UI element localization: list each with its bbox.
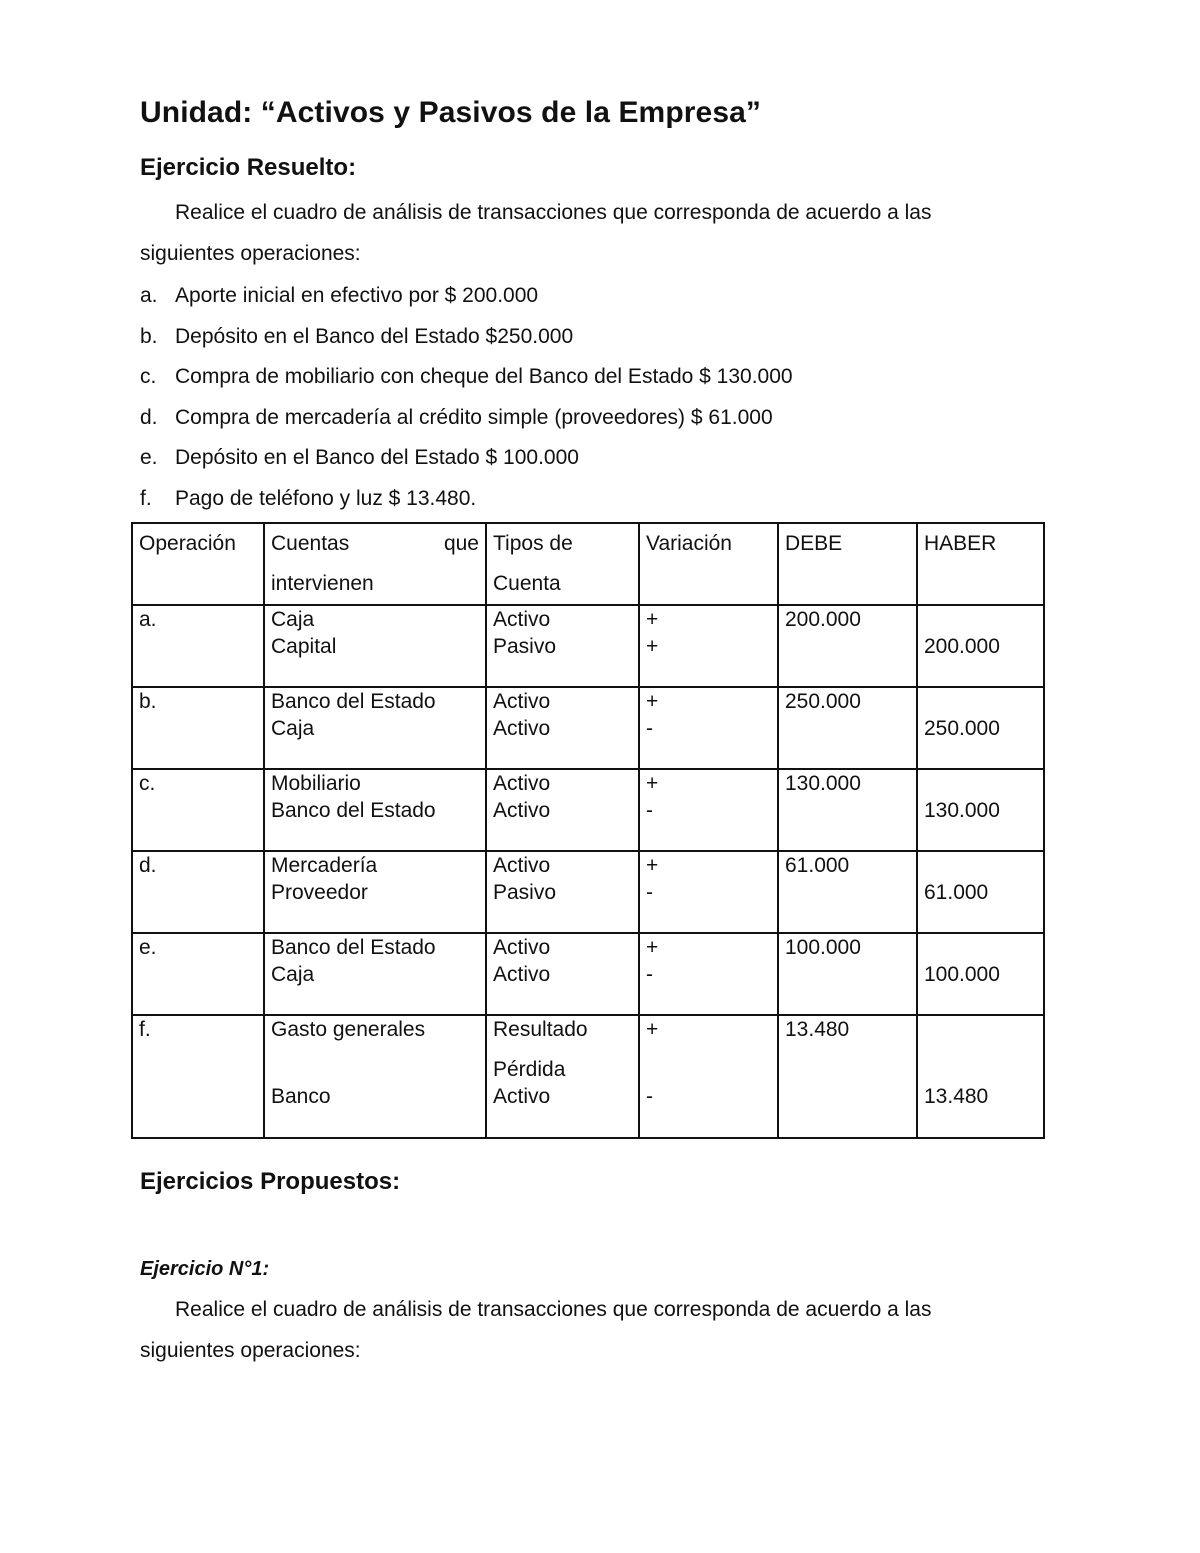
account-debit: Mobiliario xyxy=(271,772,361,795)
operations-list xyxy=(140,276,793,519)
type-debit-sub: Pérdida xyxy=(493,1058,566,1081)
cell-variation xyxy=(639,769,778,851)
cell-haber xyxy=(917,851,1044,933)
account-credit: Caja xyxy=(271,963,315,986)
cell-accounts xyxy=(264,933,486,1015)
list-item xyxy=(140,276,793,317)
list-item xyxy=(140,398,793,439)
variation-credit: - xyxy=(646,717,653,740)
list-item-text: Pago de teléfono y luz $ 13.480. xyxy=(175,486,477,510)
type-debit: Activo xyxy=(493,608,551,631)
header-cuentas-word3: intervienen xyxy=(271,572,374,595)
variation-credit: + xyxy=(646,635,659,658)
list-item-text: Depósito en el Banco del Estado $ 100.000 xyxy=(175,446,579,469)
type-credit: Activo xyxy=(493,717,551,740)
proposed-exercises-heading: Ejercicios Propuestos: xyxy=(140,1168,401,1195)
type-debit: Activo xyxy=(493,854,551,877)
type-credit: Activo xyxy=(493,963,551,986)
cell-accounts xyxy=(264,851,486,933)
header-operacion: Operación xyxy=(132,523,264,605)
haber-value: 61.000 xyxy=(924,881,989,904)
list-marker: c. xyxy=(140,365,157,388)
variation-credit: - xyxy=(646,881,653,904)
debe-value: 100.000 xyxy=(785,936,861,959)
account-debit: Banco del Estado xyxy=(271,936,436,959)
cell-accounts xyxy=(264,769,486,851)
cell-operation: d. xyxy=(132,851,264,933)
list-item-text: Aporte inicial en efectivo por $ 200.000 xyxy=(175,284,539,307)
account-debit: Gasto generales xyxy=(271,1018,426,1041)
variation-credit: - xyxy=(646,1085,653,1108)
exercise-1-title: Ejercicio N°1: xyxy=(140,1258,270,1280)
list-item xyxy=(140,479,793,520)
header-haber: HABER xyxy=(917,523,1044,605)
proposed-instruction-line1: Realice el cuadro de análisis de transacciones que corresponda de acuerdo a las xyxy=(175,1298,932,1321)
list-item xyxy=(140,357,793,398)
cell-variation xyxy=(639,1015,778,1138)
cell-types xyxy=(486,687,639,769)
variation-credit: - xyxy=(646,963,653,986)
haber-value: 250.000 xyxy=(924,717,1000,740)
solved-exercise-heading: Ejercicio Resuelto: xyxy=(140,154,357,181)
header-tipos-line1: Tipos de xyxy=(493,532,573,555)
haber-value: 130.000 xyxy=(924,799,1000,822)
cell-types xyxy=(486,605,639,687)
solved-instruction-line1: Realice el cuadro de análisis de transacciones que corresponda de acuerdo a las xyxy=(175,201,932,224)
list-item-text: Compra de mobiliario con cheque del Banco del Estado $ 130.000 xyxy=(175,365,793,388)
list-marker: e. xyxy=(140,446,158,469)
cell-operation: c. xyxy=(132,769,264,851)
type-credit: Pasivo xyxy=(493,635,557,658)
debe-value: 130.000 xyxy=(785,772,861,795)
account-credit: Capital xyxy=(271,635,337,658)
header-debe: DEBE xyxy=(778,523,917,605)
cell-variation xyxy=(639,851,778,933)
list-marker: a. xyxy=(140,284,158,307)
header-cuentas-word2: que xyxy=(443,532,479,555)
cell-debe xyxy=(778,933,917,1015)
variation-debit: + xyxy=(646,690,659,713)
list-item xyxy=(140,438,793,479)
account-debit: Banco del Estado xyxy=(271,690,436,713)
list-marker: f. xyxy=(140,486,152,510)
cell-types xyxy=(486,1015,639,1138)
table-row xyxy=(132,605,1044,687)
list-item-text: Compra de mercadería al crédito simple (proveedores) $ 61.000 xyxy=(175,405,773,429)
type-credit: Pasivo xyxy=(493,881,557,904)
debe-value: 13.480 xyxy=(785,1018,850,1041)
table-header-row xyxy=(132,523,1044,605)
haber-value: 200.000 xyxy=(924,635,1000,658)
proposed-instruction-line2: siguientes operaciones: xyxy=(140,1339,361,1362)
header-cuentas xyxy=(264,523,486,605)
cell-haber xyxy=(917,769,1044,851)
solved-instruction-line2: siguientes operaciones: xyxy=(140,242,361,265)
variation-debit: + xyxy=(646,1018,659,1041)
type-debit: Activo xyxy=(493,690,551,713)
type-debit: Resultado xyxy=(493,1018,588,1041)
table-row xyxy=(132,933,1044,1015)
cell-types xyxy=(486,933,639,1015)
cell-accounts xyxy=(264,1015,486,1138)
cell-operation: a. xyxy=(132,605,264,687)
cell-operation: e. xyxy=(132,933,264,1015)
transaction-analysis-table xyxy=(131,522,1045,1139)
account-debit: Caja xyxy=(271,608,315,631)
variation-debit: + xyxy=(646,936,659,959)
cell-haber xyxy=(917,933,1044,1015)
header-tipos xyxy=(486,523,639,605)
cell-haber xyxy=(917,687,1044,769)
cell-operation: f. xyxy=(132,1015,264,1138)
document-title: Unidad: “Activos y Pasivos de la Empresa” xyxy=(140,96,761,129)
haber-value: 13.480 xyxy=(924,1085,989,1108)
list-item xyxy=(140,317,793,358)
table-row xyxy=(132,851,1044,933)
cell-haber xyxy=(917,1015,1044,1138)
table-row xyxy=(132,1015,1044,1138)
account-credit: Proveedor xyxy=(271,881,368,904)
header-tipos-line2: Cuenta xyxy=(493,572,561,595)
account-credit: Banco xyxy=(271,1085,331,1108)
variation-debit: + xyxy=(646,608,659,631)
type-credit: Activo xyxy=(493,799,551,822)
cell-debe xyxy=(778,605,917,687)
debe-value: 61.000 xyxy=(785,854,850,877)
cell-accounts xyxy=(264,605,486,687)
solved-instruction xyxy=(140,192,1040,274)
header-cuentas-word1: Cuentas xyxy=(271,532,350,555)
cell-variation xyxy=(639,687,778,769)
debe-value: 250.000 xyxy=(785,690,861,713)
cell-debe xyxy=(778,687,917,769)
variation-debit: + xyxy=(646,854,659,877)
cell-operation: b. xyxy=(132,687,264,769)
table-row xyxy=(132,769,1044,851)
variation-credit: - xyxy=(646,799,653,822)
list-marker: b. xyxy=(140,324,158,348)
cell-debe xyxy=(778,851,917,933)
list-marker: d. xyxy=(140,405,158,429)
account-debit: Mercadería xyxy=(271,854,378,877)
proposed-instruction xyxy=(140,1289,1040,1371)
list-item-text: Depósito en el Banco del Estado $250.000 xyxy=(175,324,574,348)
cell-types xyxy=(486,769,639,851)
cell-accounts xyxy=(264,687,486,769)
header-variacion: Variación xyxy=(639,523,778,605)
debe-value: 200.000 xyxy=(785,608,861,631)
cell-variation xyxy=(639,605,778,687)
cell-debe xyxy=(778,769,917,851)
type-credit: Activo xyxy=(493,1085,551,1108)
type-debit: Activo xyxy=(493,936,551,959)
account-credit: Banco del Estado xyxy=(271,799,436,822)
cell-types xyxy=(486,851,639,933)
cell-debe xyxy=(778,1015,917,1138)
cell-variation xyxy=(639,933,778,1015)
cell-haber xyxy=(917,605,1044,687)
type-debit: Activo xyxy=(493,772,551,795)
variation-debit: + xyxy=(646,772,659,795)
account-credit: Caja xyxy=(271,717,315,740)
haber-value: 100.000 xyxy=(924,963,1000,986)
table-row xyxy=(132,687,1044,769)
